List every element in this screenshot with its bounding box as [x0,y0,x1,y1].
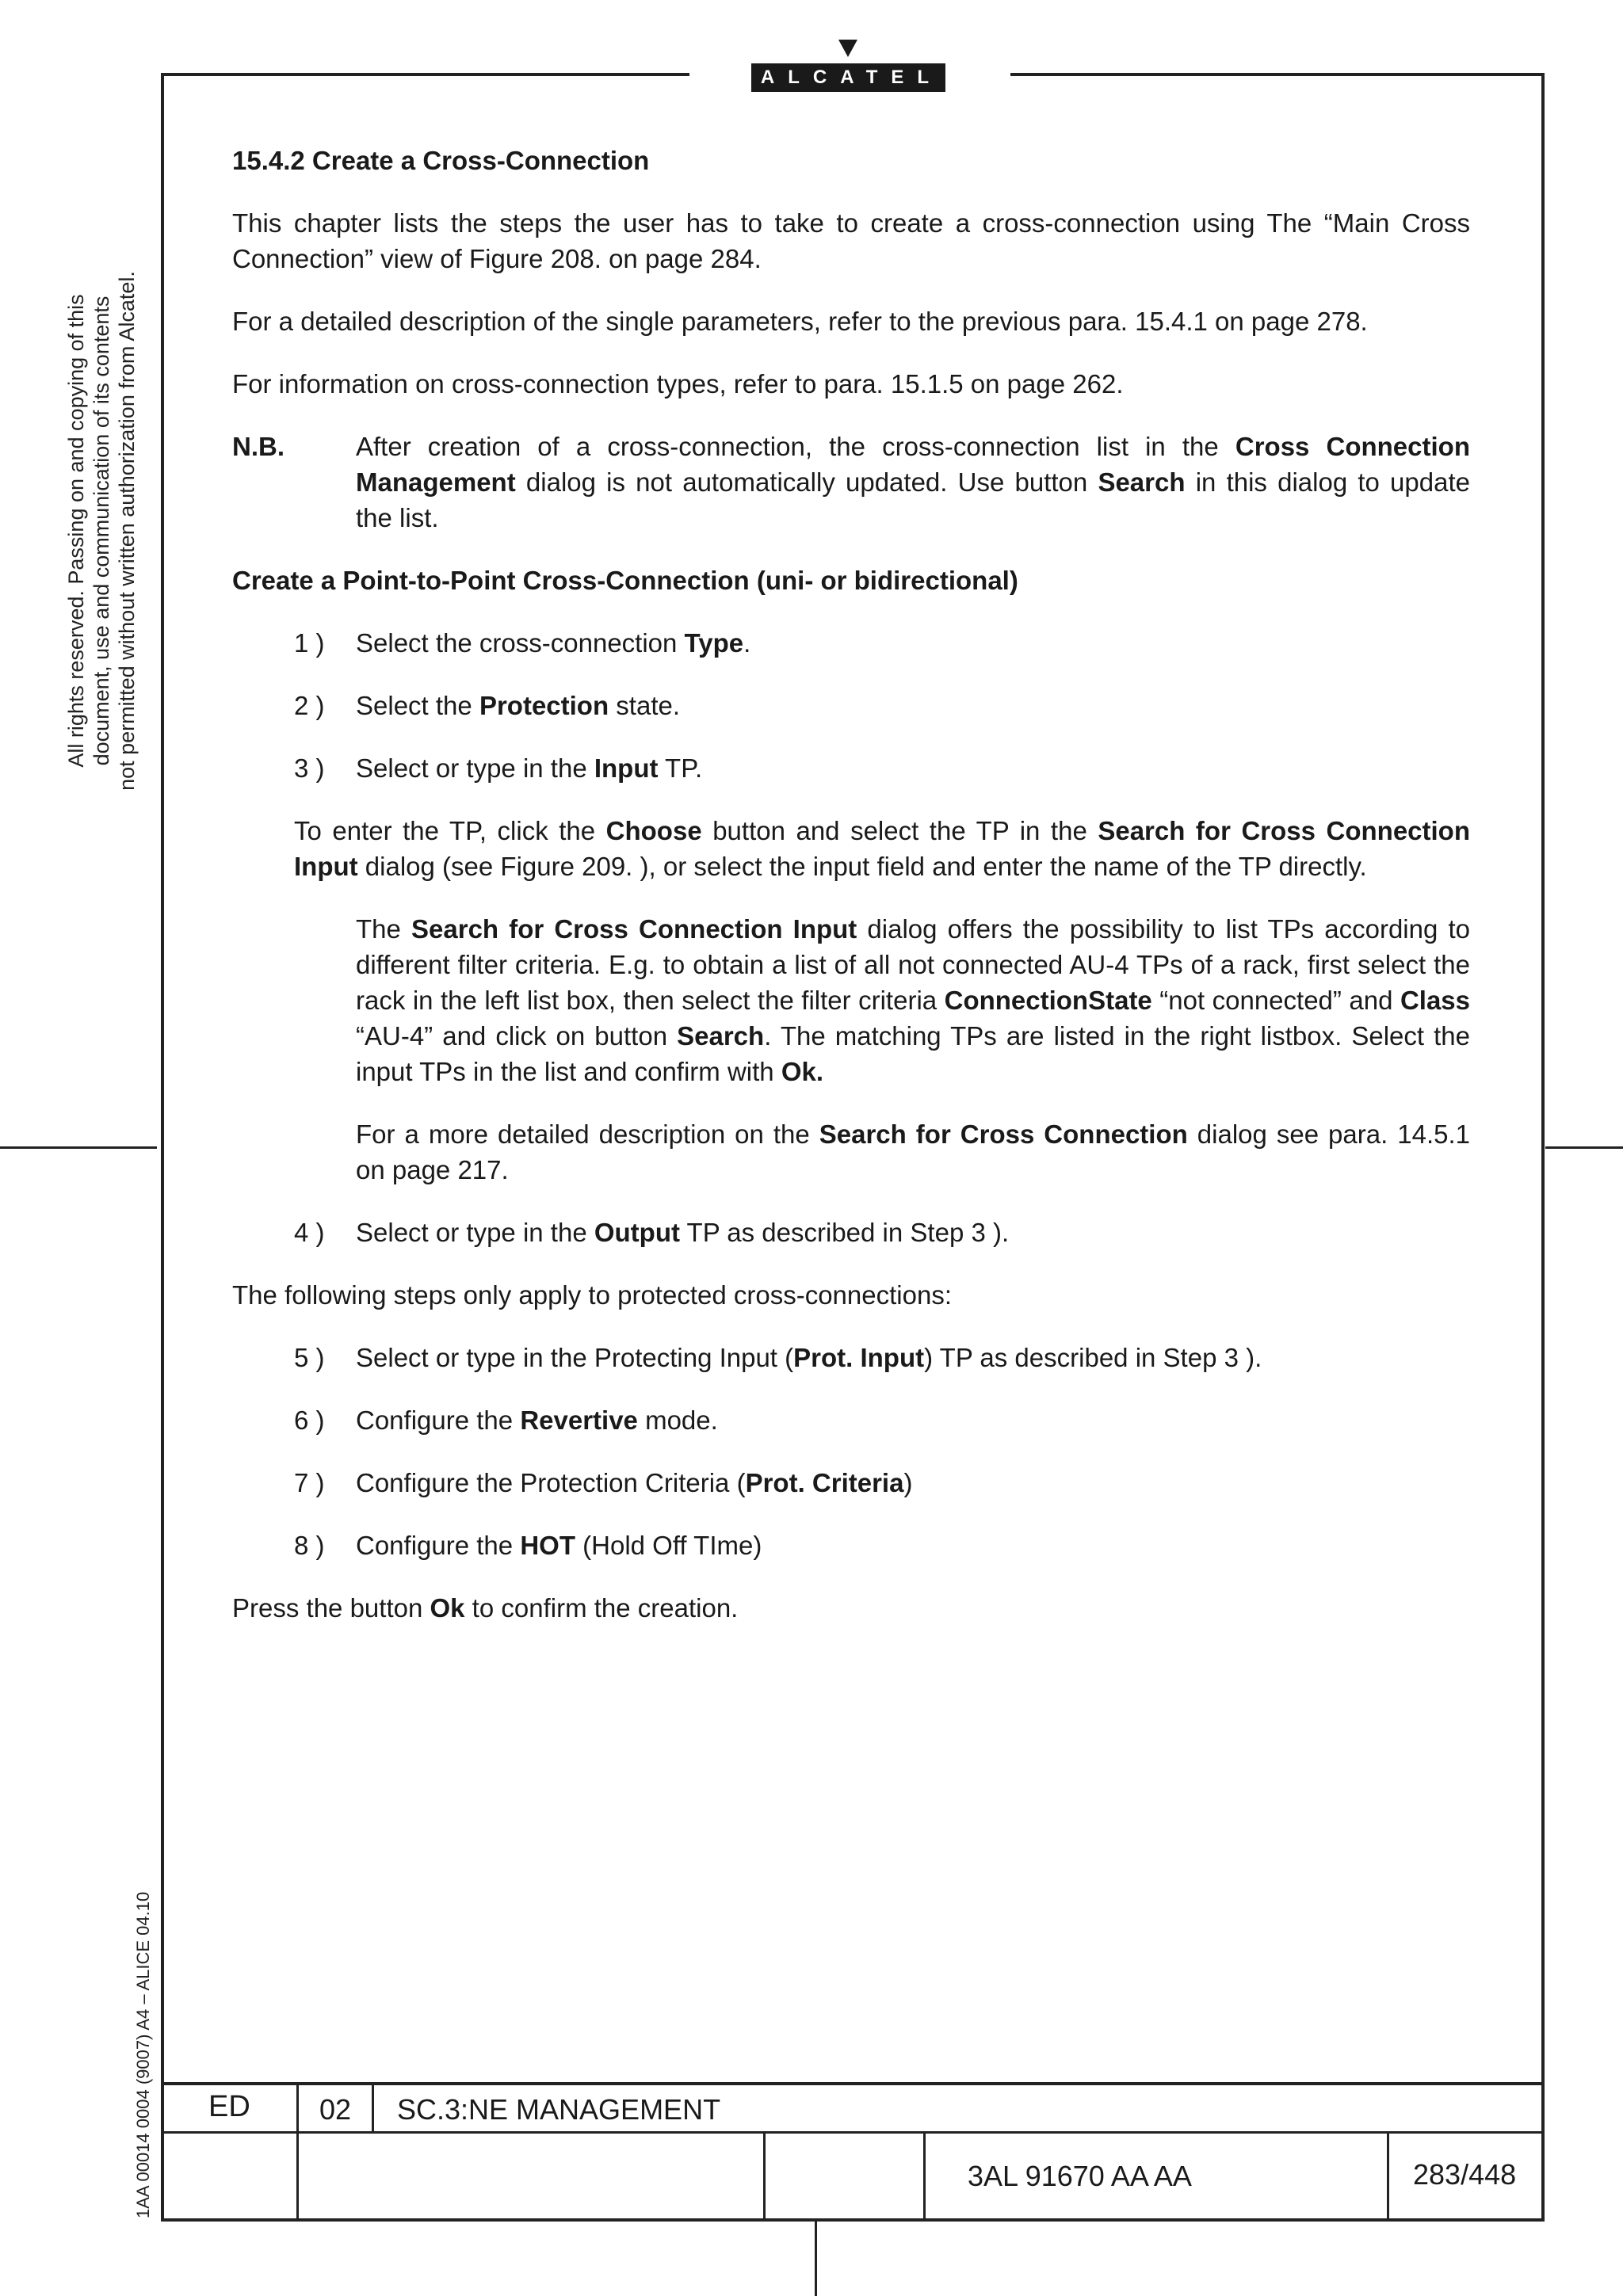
step-bold: Protection [479,691,609,720]
step-2 [232,688,1470,723]
step-5 [232,1340,1470,1375]
confirm-paragraph [232,1590,1470,1626]
footer-divider [763,2132,766,2221]
step-number: 1 ) [294,628,325,658]
para-bold: Search [677,1021,765,1051]
edition-label: ED [208,2090,250,2123]
para-bold: Search for Cross Connection Input [411,914,857,944]
frame-top-left-line [161,73,689,76]
main-content [232,143,1470,1653]
para-text: For a more detailed description on the [356,1119,819,1149]
step-8 [232,1527,1470,1563]
para-bold: Ok. [781,1057,824,1086]
step-number: 7 ) [294,1468,325,1497]
step-text: Select or type in the Protecting Input ( [356,1343,794,1372]
step-text: state. [609,691,681,720]
frame-top-right-line [1010,73,1545,76]
footer-rule [161,2218,1545,2222]
protected-intro: The following steps only apply to protected cross-connections: [232,1280,952,1310]
footer-divider [1387,2132,1389,2221]
step-bold: Input [594,753,659,783]
step-bold: HOT [520,1531,575,1560]
para-text: dialog see para. 14.5.1 on page 217. [356,1119,1471,1184]
form-code: 1AA 00014 0004 (9007) A4 – ALICE 04.10 [133,1891,153,2218]
step-6 [232,1402,1470,1438]
section-name: SC.3:NE MANAGEMENT [397,2093,721,2126]
para-text: . The matching TPs are listed in the right listbox. Select the input TPs in the list and confirm with [356,1021,1470,1086]
step-text: Select the [356,691,479,720]
footer-divider [296,2082,299,2222]
logo-text: ALCATEL [751,63,945,92]
para-text: button and select the TP in the [701,816,1098,845]
step-1 [232,625,1470,661]
step-text: . [743,628,751,658]
para-text: dialog (see Figure 209. ), or select the input field and enter the name of the TP directly. [357,852,1367,881]
step-number: 8 ) [294,1531,325,1560]
step-text: mode. [637,1405,718,1435]
step-text: Configure the [356,1531,521,1560]
document-number: 3AL 91670 AA AA [968,2160,1192,2192]
search-dialog-description [232,911,1470,1089]
footer-divider [372,2082,374,2133]
para-bold: Ok [430,1593,465,1623]
types-reference: For information on cross-connection types, refer to para. 15.1.5 on page 262. [232,369,1124,399]
footer-table [161,2082,1545,2222]
copyright-line: not permitted without written authorization from Alcatel. [115,271,139,791]
step-text: ) [903,1468,913,1497]
para-text: “not connected” and [1151,986,1400,1015]
copyright-line: document, use and communication of its contents [90,296,113,766]
section-title: 15.4.2 Create a Cross-Connection [232,146,650,175]
subheading: Create a Point-to-Point Cross-Connection (uni- or bidirectional) [232,566,1018,595]
para-text: to confirm the creation. [464,1593,739,1623]
bottom-margin-tick [815,2222,817,2296]
copyright-note [63,238,139,824]
search-reference [232,1116,1470,1188]
right-margin-tick [1545,1146,1623,1149]
step-text: Select the cross-connection [356,628,685,658]
step-4 [232,1215,1470,1250]
logo-triangle-icon [838,40,857,57]
intro-paragraph: This chapter lists the steps the user has to take to create a cross-connection using The “Main Cross Connection” view of Figure 208. on page 284. [232,208,1470,273]
step-bold: Prot. Criteria [745,1468,904,1497]
edition-value: 02 [319,2093,352,2126]
footer-rule [161,2082,1545,2085]
step-text: TP as described in Step 3 ). [679,1218,1010,1247]
alcatel-logo [751,40,945,95]
para-text: To enter the TP, click the [294,816,606,845]
nb-text: in this dialog to update the list. [356,467,1470,532]
step-text: Select or type in the [356,1218,594,1247]
nb-bold: Search [1098,467,1186,497]
para-text: Press the button [232,1593,430,1623]
step-bold: Revertive [520,1405,638,1435]
step-bold: Prot. Input [793,1343,925,1372]
enter-tp-paragraph [232,813,1470,884]
copyright-line: All rights reserved. Passing on and copying of this [64,294,88,768]
step-text: Configure the [356,1405,521,1435]
para-text: The [356,914,412,944]
nb-text: dialog is not automatically updated. Use button [515,467,1098,497]
step-number: 3 ) [294,753,325,783]
step-3 [232,750,1470,786]
frame-right-line [1541,73,1545,2222]
step-text: Configure the Protection Criteria ( [356,1468,746,1497]
para-text: “AU-4” and click on button [356,1021,678,1051]
footer-divider [923,2132,926,2221]
page-number: 283/448 [1413,2158,1517,2191]
para-bold: Class [1400,986,1470,1015]
para-bold: ConnectionState [944,986,1152,1015]
nb-label: N.B. [232,432,285,461]
step-7 [232,1465,1470,1501]
para-bold: Search for Cross Connection Input [294,816,1470,881]
left-margin-tick [0,1146,157,1149]
step-text: Select or type in the [356,753,594,783]
step-text: (Hold Off TIme) [575,1531,762,1560]
step-number: 4 ) [294,1218,325,1247]
footer-rule [161,2131,1545,2134]
para-bold: Choose [605,816,702,845]
step-text: ) TP as described in Step 3 ). [924,1343,1262,1372]
nb-bold: Cross Connection Management [356,432,1470,497]
step-bold: Output [594,1218,680,1247]
nb-text: After creation of a cross-connection, the cross-connection list in the [356,432,1235,461]
para-text: dialog offers the possibility to list TPs according to different filter criteria. E.g. to obtain a list of all not connected AU-4 TPs of a rack, first select the rack in the left list box, then select the filter criteria [356,914,1470,1015]
step-bold: Type [684,628,744,658]
step-number: 6 ) [294,1405,325,1435]
step-number: 2 ) [294,691,325,720]
nb-note [232,429,1470,536]
para-bold: Search for Cross Connection [819,1119,1188,1149]
step-number: 5 ) [294,1343,325,1372]
detail-reference: For a detailed description of the single parameters, refer to the previous para. 15.4.1 on page 278. [232,307,1368,336]
step-text: TP. [658,753,703,783]
frame-left-line [161,73,164,2222]
